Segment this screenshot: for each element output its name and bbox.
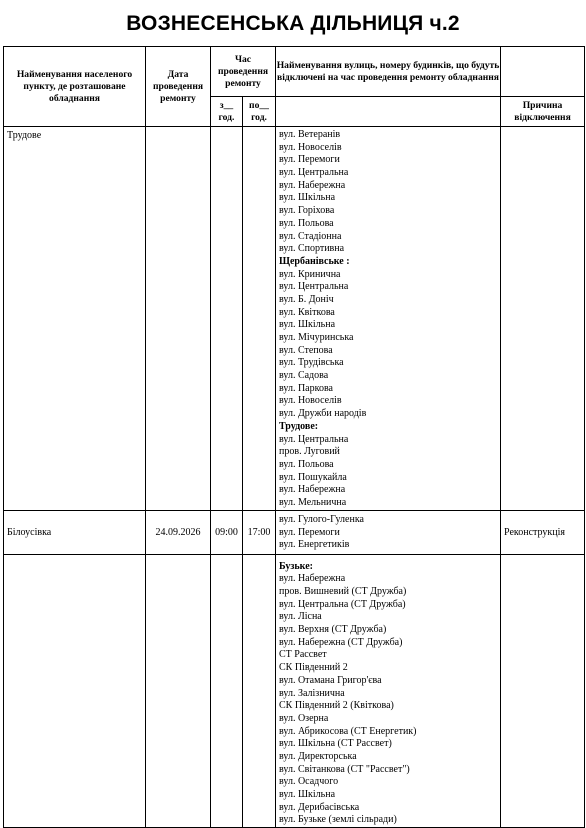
from-cell: 09:00 (211, 510, 243, 554)
street-item: вул. Набережна (279, 573, 346, 585)
street-item: вул. Новоселів (279, 141, 342, 153)
street-item: вул. Залізнична (279, 687, 345, 699)
outage-table (3, 46, 585, 828)
header-reason-top (501, 47, 585, 97)
reason-cell (501, 554, 585, 827)
street-item: вул. Набережна (СТ Дружба) (279, 636, 403, 648)
date-cell: 24.09.2026 (146, 510, 211, 554)
street-item: вул. Центральна (279, 433, 349, 445)
locality-cell: Білоусівка (4, 510, 146, 554)
street-item: вул. Новоселів (279, 395, 342, 407)
street-item: вул. Світанкова (СТ "Рассвет") (279, 763, 410, 775)
street-item: вул. Садова (279, 370, 329, 382)
street-item: вул. Пошукайла (279, 471, 347, 483)
street-item: вул. Директорська (279, 750, 357, 762)
street-item: вул. Шкільна (279, 789, 336, 800)
street-item: вул. Стадіонна (279, 230, 342, 242)
reason-cell: Реконструкція (501, 510, 585, 554)
to-cell (243, 127, 276, 511)
streets-cell (276, 554, 501, 827)
street-item: вул. Центральна (СТ Дружба) (279, 598, 406, 610)
header-from: з__ год. (211, 97, 243, 127)
from-cell (211, 127, 243, 511)
street-item: вул. Степова (279, 344, 333, 356)
streets-cell (276, 510, 501, 554)
street-item: вул. Центральна (279, 281, 349, 293)
street-item: вул. Отамана Григор'єва (279, 674, 382, 686)
street-item: вул. Верхня (СТ Дружба) (279, 624, 387, 636)
street-item: вул. Спортивна (279, 243, 345, 255)
street-item: вул. Трудівська (279, 357, 344, 369)
street-item: СК Південний 2 (Квіткова) (279, 700, 394, 712)
street-item: вул. Перемоги (279, 526, 340, 538)
street-item: вул. Осадчого (279, 776, 339, 788)
street-item: СТ Рассвет (279, 649, 327, 661)
header-streets-bottom (276, 97, 501, 127)
header-streets: Найменування вулиць, номеру будинків, що будуть відключені на час проведення ремонту обладнання (276, 47, 501, 97)
header-reason: Причина відключення (501, 97, 585, 127)
date-cell (146, 554, 211, 827)
settlement-heading: Трудове: (279, 420, 319, 432)
header-row (4, 47, 585, 97)
street-item: вул. Абрикосова (СТ Енергетик) (279, 725, 417, 737)
street-item: вул. Набережна (279, 484, 346, 496)
street-item: вул. Лісна (279, 611, 322, 623)
street-item: вул. Гулого-Гуленка (279, 514, 364, 526)
street-item: вул. Шкільна (СТ Рассвет) (279, 738, 392, 750)
street-item: вул. Польова (279, 217, 334, 229)
table-row-buzke (4, 554, 585, 827)
locality-cell: Трудове (7, 130, 42, 141)
street-item: вул. Паркова (279, 382, 333, 394)
street-item: вул. Горіхова (279, 205, 335, 217)
street-item: вул. Набережна (279, 179, 346, 191)
to-cell: 17:00 (243, 510, 276, 554)
from-cell (211, 554, 243, 827)
street-item: вул. Бузьке (землі сільради) (279, 814, 397, 826)
street-item: вул. Б. Доніч (279, 293, 334, 305)
to-cell (243, 554, 276, 827)
street-item: вул. Кринична (279, 268, 341, 280)
page-title: ВОЗНЕСЕНСЬКА ДІЛЬНИЦЯ ч.2 (126, 12, 460, 35)
street-item: СК Південний 2 (279, 662, 348, 674)
street-item: вул. Дерибасівська (279, 801, 360, 813)
header-time: Час проведення ремонту (211, 47, 276, 97)
locality-cell (4, 554, 146, 827)
table-row-trudove (4, 127, 585, 511)
street-item: вул. Озерна (279, 712, 329, 724)
street-item: вул. Ветеранів (279, 129, 341, 140)
date-cell (146, 127, 211, 511)
settlement-heading: Щербанівське : (279, 255, 350, 267)
settlement-heading: Бузьке: (279, 560, 313, 572)
street-item: вул. Перемоги (279, 154, 340, 166)
street-item: вул. Дружби народів (279, 408, 367, 420)
header-to: по__ год. (243, 97, 276, 127)
streets-cell (276, 127, 501, 511)
street-item: пров. Луговий (279, 446, 340, 458)
header-locality: Найменування населеного пункту, де розташоване обладнання (4, 47, 146, 127)
street-item: вул. Шкільна (279, 192, 336, 204)
street-item: вул. Центральна (279, 167, 349, 179)
street-item: вул. Квіткова (279, 306, 335, 318)
header-date: Дата проведення ремонту (146, 47, 211, 127)
street-item: вул. Мельнична (279, 496, 347, 508)
table-row-bilousivka (4, 510, 585, 554)
street-item: вул. Енергетиків (279, 539, 350, 551)
street-item: вул. Шкільна (279, 319, 336, 331)
street-item: вул. Польова (279, 458, 334, 470)
street-item: пров. Вишневий (СТ Дружба) (279, 586, 407, 597)
street-item: вул. Мічуринська (279, 332, 354, 343)
reason-cell (501, 127, 585, 511)
